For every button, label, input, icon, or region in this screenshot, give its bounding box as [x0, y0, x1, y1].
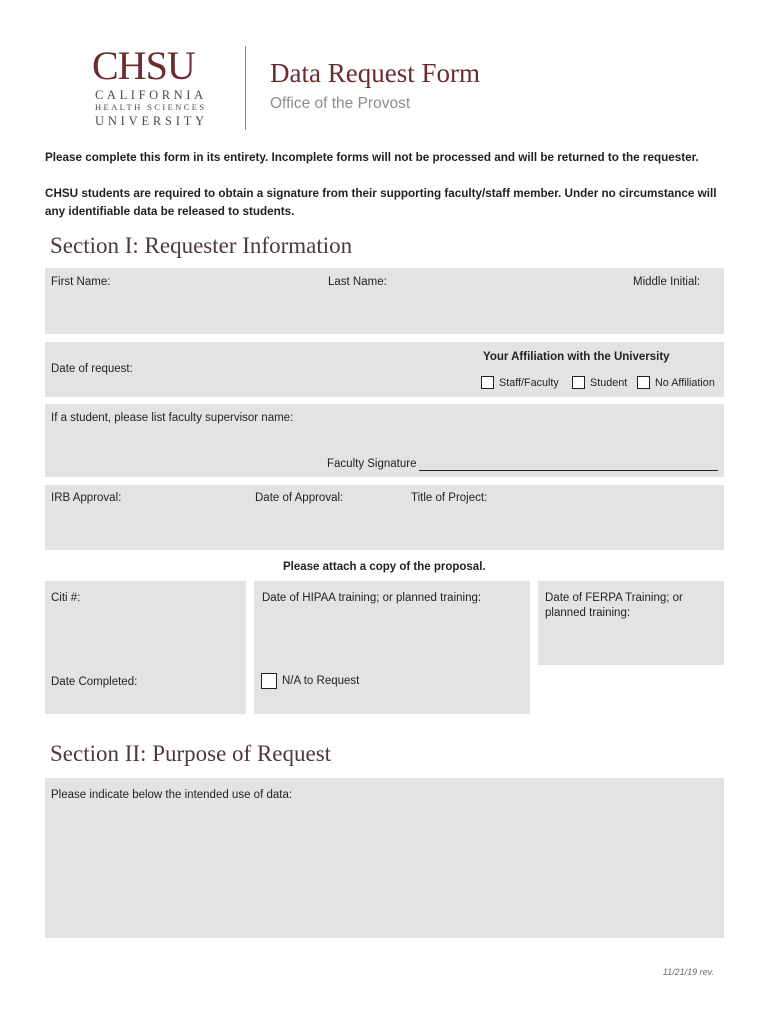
student-label: Student [590, 377, 628, 389]
section-2-title: Section II: Purpose of Request [50, 741, 332, 766]
first-name-label: First Name: [51, 276, 111, 288]
header-divider [245, 46, 246, 130]
no-affiliation-label: No Affiliation [655, 377, 715, 389]
date-affiliation-row[interactable] [45, 342, 724, 397]
irb-row[interactable] [45, 485, 724, 550]
title-of-project-label: Title of Project: [411, 492, 488, 504]
intro-instructions: Please complete this form in its entirety. Incomplete forms will not be processed and will be returned to the requester. [45, 151, 699, 164]
faculty-signature-line[interactable] [419, 470, 718, 471]
logo-line-california: CALIFORNIA [95, 88, 207, 102]
faculty-signature-label: Faculty Signature [327, 458, 417, 470]
attach-proposal-note: Please attach a copy of the proposal. [283, 561, 486, 573]
ferpa-label-line2: planned training: [545, 607, 631, 619]
form-title: Data Request Form [270, 58, 480, 88]
ferpa-box[interactable] [538, 581, 724, 665]
intro-student-notice: CHSU students are required to obtain a signature from their supporting faculty/staff member. Under no circumstance will any identifiable data be released to students. [45, 187, 717, 218]
hipaa-box[interactable] [254, 581, 530, 714]
form-subtitle: Office of the Provost [270, 95, 411, 112]
name-row[interactable] [45, 268, 724, 334]
faculty-supervisor-label: If a student, please list faculty supervisor name: [51, 412, 294, 424]
citi-label: Citi #: [51, 592, 81, 604]
staff-faculty-checkbox[interactable] [481, 376, 494, 389]
faculty-supervisor-row[interactable] [45, 404, 724, 477]
revision-date: 11/21/19 rev. [662, 967, 714, 977]
citi-box[interactable] [45, 581, 246, 714]
date-of-request-label: Date of request: [51, 363, 133, 375]
intended-use-box[interactable] [45, 778, 724, 938]
hipaa-label: Date of HIPAA training; or planned training: [262, 592, 482, 604]
irb-approval-label: IRB Approval: [51, 492, 122, 504]
ferpa-label-line1: Date of FERPA Training; or [545, 592, 683, 604]
logo-abbr: CHSU [92, 43, 195, 88]
middle-initial-label: Middle Initial: [633, 276, 701, 288]
date-of-approval-label: Date of Approval: [255, 492, 344, 504]
na-request-label: N/A to Request [282, 675, 360, 687]
na-request-checkbox[interactable] [261, 673, 277, 689]
logo-line-health-sciences: HEALTH SCIENCES [95, 102, 207, 112]
last-name-label: Last Name: [328, 276, 387, 288]
student-checkbox[interactable] [572, 376, 585, 389]
staff-faculty-label: Staff/Faculty [499, 377, 559, 389]
no-affiliation-checkbox[interactable] [637, 376, 650, 389]
intended-use-label: Please indicate below the intended use of data: [51, 789, 293, 801]
section-1-title: Section I: Requester Information [50, 233, 353, 258]
logo-line-university: UNIVERSITY [95, 114, 208, 128]
affiliation-title: Your Affiliation with the University [483, 351, 670, 363]
date-completed-label: Date Completed: [51, 676, 138, 688]
